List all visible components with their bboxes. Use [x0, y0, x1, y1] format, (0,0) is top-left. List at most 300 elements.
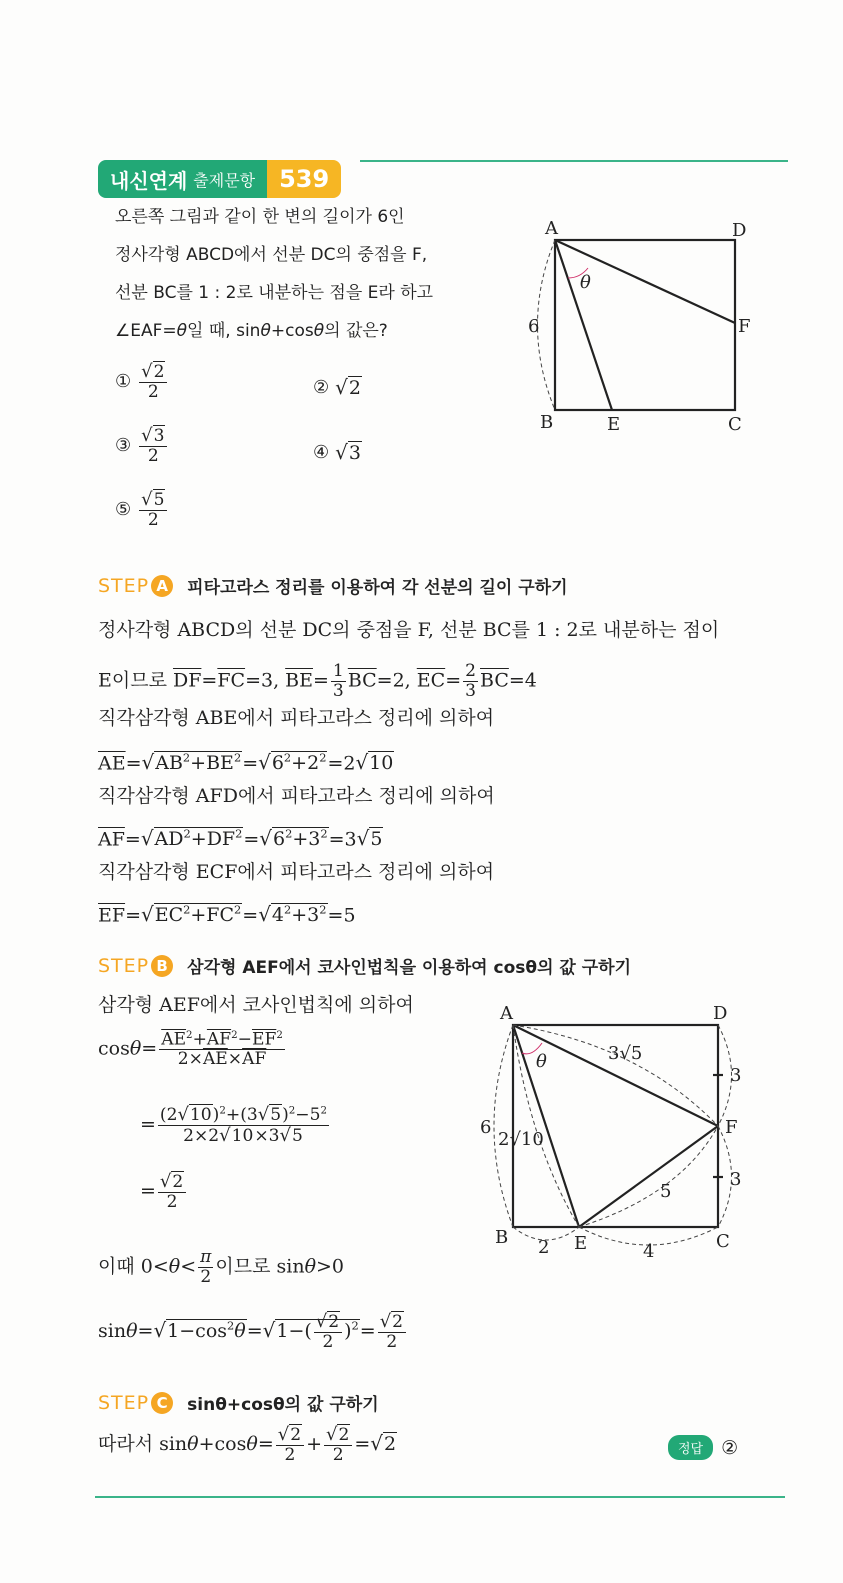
- numerator: [331, 662, 346, 682]
- square-root: [177, 1105, 212, 1125]
- step-title: 피타고라스 정리를 이용하여 각 선분의 길이 구하기: [187, 578, 568, 598]
- radicand: [327, 1311, 340, 1332]
- text-run: =2,: [376, 669, 417, 692]
- text-run: 선분 BC를 1 : 2로 내분하는 점을 E라 하고: [115, 283, 434, 303]
- problem-line: [115, 281, 433, 319]
- fraction: [139, 426, 167, 466]
- superscript: 2: [233, 751, 242, 765]
- radicand: [291, 1125, 304, 1146]
- denominator: [284, 1446, 295, 1465]
- math-variable: θ: [313, 321, 325, 341]
- text-run: cos: [98, 1037, 130, 1060]
- step-c-line-1: [98, 1425, 397, 1465]
- step-b-line-4: [140, 1172, 188, 1212]
- text-run: 6: [271, 752, 284, 775]
- radicand: [337, 1424, 350, 1445]
- radical-sign-icon: √: [315, 1311, 328, 1332]
- header-rule: [360, 160, 788, 162]
- superscript: 2: [231, 1029, 238, 1041]
- text-run: 일 때, sin: [187, 321, 261, 341]
- text-run: =: [313, 669, 329, 692]
- text-run: +: [192, 1029, 207, 1050]
- radical-sign-icon: √: [153, 1317, 167, 1342]
- overline-segment: $\overline{DF}$: [172, 669, 202, 692]
- text-run: E이므로: [98, 669, 173, 692]
- fraction: [324, 1425, 352, 1465]
- square-root: [380, 1312, 404, 1332]
- solution-line: [98, 1312, 408, 1352]
- numerator: [378, 1312, 406, 1333]
- text-run: 3: [348, 442, 361, 464]
- choice-3[interactable]: [115, 426, 169, 466]
- text-run: 정사각형 ABCD의 선분 DC의 중점을 F, 선분 BC를 1 : 2로 내분하는 점이: [98, 619, 720, 641]
- text-run: 2: [147, 381, 159, 402]
- superscript: 2: [183, 903, 191, 917]
- text-run: 2: [153, 362, 165, 382]
- radical-sign-icon: √: [141, 750, 155, 775]
- fraction: [378, 1312, 406, 1352]
- overline-segment: AD: [154, 828, 184, 851]
- square-abcd: [555, 240, 735, 410]
- text-run: 2: [147, 509, 159, 530]
- overline-segment: $\overline{EF}$: [251, 1029, 277, 1050]
- text-run: 10: [231, 1125, 254, 1146]
- text-run: +cos: [198, 1432, 247, 1455]
- superscript: 2: [319, 903, 327, 917]
- fraction: [331, 662, 346, 701]
- choice-expr: [137, 426, 169, 466]
- text-run: =: [359, 1319, 376, 1342]
- label-be: 2: [538, 1237, 550, 1258]
- text-run: 1−cos: [167, 1319, 228, 1342]
- label-b: B: [540, 412, 554, 433]
- text-run: 1: [332, 661, 344, 681]
- label-theta: θ: [536, 1051, 547, 1072]
- label-d: D: [732, 220, 747, 241]
- text-run: >0: [316, 1255, 345, 1278]
- step-b-line-3: [140, 1105, 331, 1146]
- label-ae: 2√10: [498, 1129, 544, 1150]
- label-f: F: [725, 1117, 738, 1138]
- label-f: F: [738, 316, 751, 337]
- solution-line: [98, 898, 719, 936]
- text-run: +3: [292, 828, 321, 851]
- text-run: ): [212, 1105, 220, 1125]
- text-run: =: [246, 1319, 263, 1342]
- text-run: 4: [271, 904, 285, 927]
- text-run: +(3: [225, 1105, 258, 1125]
- denominator: [148, 511, 159, 530]
- choice-number: ③: [115, 435, 132, 457]
- fraction: [314, 1312, 342, 1352]
- solution-line: [98, 1425, 397, 1465]
- solution-line: [98, 706, 719, 746]
- text-run: −5: [295, 1105, 321, 1125]
- text-run: =5: [327, 904, 356, 927]
- square-root: [278, 1425, 302, 1445]
- text-run: 정사각형 ABCD에서 선분 DC의 중점을 F,: [115, 245, 428, 265]
- overline-segment: $\overline{BE}$: [285, 669, 313, 692]
- step-b-line-6: [98, 1312, 408, 1352]
- text-run: =: [257, 1432, 274, 1455]
- superscript: 2: [235, 827, 243, 841]
- radical-sign-icon: √: [140, 826, 154, 851]
- fraction: [158, 1105, 329, 1146]
- step-b-line-2: [98, 1030, 287, 1069]
- text-run: 6: [273, 828, 286, 851]
- solution-line: [98, 1248, 344, 1287]
- text-run: ∠EAF=: [115, 321, 177, 341]
- radical-sign-icon: √: [277, 1424, 290, 1445]
- text-run: 5: [291, 1125, 303, 1146]
- numerator: [324, 1425, 352, 1446]
- square-root: [335, 377, 362, 399]
- text-run: =2: [327, 752, 356, 775]
- radical-sign-icon: √: [140, 902, 154, 927]
- square-root: [258, 904, 327, 926]
- choice-5[interactable]: [115, 490, 169, 530]
- numerator: [463, 662, 478, 682]
- radicand: [383, 1432, 397, 1455]
- text-run: (2: [159, 1105, 178, 1125]
- fraction: [463, 662, 478, 701]
- numerator: [158, 1105, 329, 1126]
- text-run: −: [237, 1029, 252, 1050]
- step-letter: A: [151, 575, 173, 597]
- superscript: 2: [283, 751, 292, 765]
- step-tag: STEP: [98, 1391, 150, 1414]
- text-run: =: [242, 752, 259, 775]
- label-ec: 4: [643, 1241, 655, 1262]
- overline-segment: $\overline{AE}$: [202, 1049, 228, 1070]
- math-variable: θ: [168, 1255, 181, 1278]
- solution-line: [98, 662, 719, 706]
- square-root: [141, 904, 242, 926]
- label-ab: 6: [480, 1117, 492, 1138]
- solution-line: [98, 822, 719, 860]
- square-root: [370, 1430, 397, 1455]
- radicand: [271, 751, 328, 774]
- radicand: [271, 903, 328, 926]
- overline-segment: $\overline{AF}$: [98, 828, 125, 851]
- label-df: 3: [730, 1065, 742, 1086]
- superscript: 2: [351, 1318, 359, 1333]
- overline-segment: $\overline{EF}$: [98, 904, 126, 927]
- text-run: +cos: [270, 321, 314, 341]
- fraction: [139, 490, 167, 530]
- footer-rule: [95, 1496, 785, 1498]
- radicand: [153, 425, 166, 446]
- step-c-heading: [98, 1390, 379, 1415]
- label-ef: 5: [660, 1181, 672, 1202]
- math-variable: θ: [234, 1319, 246, 1342]
- denominator: [386, 1333, 397, 1352]
- text-run: 2×: [177, 1049, 203, 1070]
- denominator: [148, 383, 159, 402]
- badge-sub: 출제문항: [193, 170, 256, 190]
- radicand: [348, 376, 362, 399]
- superscript: 2: [320, 827, 328, 841]
- radical-sign-icon: √: [219, 1124, 231, 1146]
- text-run: +: [190, 752, 207, 775]
- choice-number: ④: [313, 441, 330, 463]
- text-run: 3: [465, 680, 476, 701]
- text-run: 2: [386, 1331, 398, 1352]
- denominator: [323, 1333, 334, 1352]
- numerator: [139, 490, 167, 511]
- text-run: =: [242, 904, 259, 927]
- text-run: 10: [189, 1105, 212, 1125]
- segment-af: [513, 1025, 718, 1126]
- choice-expr: [335, 375, 362, 399]
- segment-ae: [555, 240, 612, 410]
- text-run: =: [137, 1319, 154, 1342]
- text-run: 직각삼각형 ECF에서 피타고라스 정리에 의하여: [98, 861, 495, 883]
- superscript: 2: [319, 751, 327, 765]
- radicand: [368, 751, 394, 774]
- text-run: =: [141, 1037, 158, 1060]
- text-run: 2: [200, 1266, 212, 1287]
- math-variable: θ: [176, 321, 188, 341]
- text-run: ×: [227, 1049, 243, 1070]
- solution-line: [98, 618, 719, 662]
- square-root: [357, 828, 384, 850]
- text-run: =: [445, 669, 462, 692]
- text-run: 이때 0<: [98, 1255, 169, 1278]
- superscript: 2: [276, 1029, 283, 1041]
- answer-label: 정답: [668, 1435, 713, 1460]
- radical-sign-icon: √: [141, 361, 153, 382]
- text-run: 삼각형 AEF에서 코사인법칙에 의하여: [98, 994, 414, 1016]
- choice-1[interactable]: [115, 362, 169, 402]
- overline-segment: $\overline{BC}$: [480, 669, 509, 692]
- square-root: [355, 752, 394, 774]
- fraction: [159, 1030, 285, 1069]
- text-run: 2: [172, 1172, 184, 1192]
- math-variable: θ: [126, 1319, 138, 1342]
- choice-number: ⑤: [115, 499, 132, 521]
- text-run: 2: [348, 377, 361, 399]
- label-e: E: [607, 414, 621, 435]
- radical-sign-icon: √: [379, 1311, 392, 1332]
- square-root: [280, 1126, 304, 1146]
- denominator: [200, 1268, 211, 1287]
- label-theta: θ: [580, 272, 591, 293]
- text-run: 오른쪽 그림과 같이 한 변의 길이가 6인: [115, 207, 405, 227]
- radical-sign-icon: √: [258, 750, 271, 775]
- superscript: 2: [227, 1318, 235, 1333]
- square-root: [141, 426, 165, 446]
- overline-segment: $\overline{FC}$: [206, 904, 235, 927]
- radical-sign-icon: √: [335, 440, 348, 464]
- text-run: +3: [291, 904, 320, 927]
- square-root: [153, 1317, 246, 1342]
- overline-segment: $\overline{DF}$: [206, 828, 236, 851]
- radical-sign-icon: √: [141, 425, 153, 446]
- text-run: 5: [270, 1105, 282, 1125]
- text-run: =3: [328, 828, 357, 851]
- math-variable: θ: [129, 1037, 142, 1060]
- square-root: [141, 362, 165, 382]
- label-e: E: [574, 1233, 588, 1254]
- text-run: 2: [322, 1331, 334, 1352]
- superscript: 2: [186, 1029, 193, 1041]
- text-run: sin: [98, 1319, 127, 1342]
- text-run: =4: [508, 669, 537, 692]
- step-letter: B: [151, 955, 173, 977]
- text-run: =: [243, 828, 260, 851]
- fraction: [276, 1425, 304, 1465]
- text-run: 2: [338, 1425, 350, 1445]
- choice-expr: [335, 440, 362, 464]
- step-tag: STEP: [98, 574, 150, 597]
- answer-value: ②: [721, 1436, 739, 1459]
- step-b-line-5: [98, 1248, 344, 1287]
- segment-ef: [579, 1126, 718, 1227]
- text-run: =3,: [245, 669, 286, 692]
- text-run: 10: [369, 752, 394, 775]
- choice-4[interactable]: [313, 440, 362, 464]
- overline-segment: $\overline{FC}$: [217, 669, 246, 692]
- text-run: <: [180, 1255, 197, 1278]
- superscript: 2: [234, 903, 242, 917]
- text-run: +: [190, 904, 207, 927]
- radicand: [289, 1424, 302, 1445]
- text-run: 따라서 sin: [98, 1432, 188, 1455]
- superscript: 2: [320, 1104, 328, 1117]
- overline-segment: AB: [155, 752, 183, 775]
- badge-main: 내신연계: [110, 168, 188, 193]
- radical-sign-icon: √: [257, 1104, 270, 1125]
- radicand: [154, 827, 244, 850]
- radicand: [153, 489, 166, 510]
- numerator: [314, 1312, 342, 1333]
- label-c: C: [716, 1231, 730, 1252]
- step-title: sinθ+cosθ의 값 구하기: [187, 1395, 379, 1415]
- label-a: A: [545, 218, 558, 239]
- math-variable: π: [200, 1247, 212, 1267]
- radical-sign-icon: √: [326, 1424, 338, 1445]
- radicand: [269, 1104, 282, 1125]
- superscript: 2: [284, 903, 292, 917]
- fraction: [198, 1248, 213, 1287]
- numerator: [198, 1248, 213, 1268]
- solution-line: [98, 860, 719, 898]
- math-variable: θ: [304, 1255, 317, 1278]
- radical-sign-icon: √: [159, 1171, 172, 1192]
- text-run: 2: [147, 445, 159, 466]
- square-root: [141, 828, 244, 850]
- step-title: 삼각형 AEF에서 코사인법칙을 이용하여 cosθ의 값 구하기: [187, 958, 632, 978]
- overline-segment: $\overline{AF}$: [206, 1029, 232, 1050]
- fraction: [139, 362, 167, 402]
- text-run: =: [125, 904, 141, 927]
- header-badge: [98, 160, 267, 198]
- radicand: [189, 1104, 213, 1125]
- square-root: [316, 1312, 340, 1332]
- text-run: +: [190, 828, 207, 851]
- denominator: [333, 1446, 344, 1465]
- text-run: 의 값은?: [324, 321, 388, 341]
- solution-line: [98, 993, 414, 1017]
- radicand: [348, 441, 362, 464]
- problem-line: [115, 243, 433, 281]
- figure-square-problem: [500, 210, 780, 440]
- math-variable: θ: [246, 1432, 258, 1455]
- square-root: [219, 1126, 254, 1146]
- radical-sign-icon: √: [356, 826, 370, 851]
- radical-sign-icon: √: [355, 750, 369, 775]
- radicand: [166, 1319, 247, 1342]
- square-root: [160, 1172, 184, 1192]
- figure-square-solution: [470, 995, 770, 1265]
- label-c: C: [728, 414, 742, 435]
- text-run: ×3: [254, 1125, 280, 1146]
- text-run: =: [125, 752, 142, 775]
- overline-segment: $\overline{AE}$: [98, 752, 126, 775]
- superscript: 2: [183, 827, 191, 841]
- text-run: 2: [392, 1312, 404, 1332]
- label-fc: 3: [730, 1169, 742, 1190]
- text-run: 이므로 sin: [215, 1255, 305, 1278]
- text-run: 2×2: [183, 1125, 220, 1146]
- text-run: 2: [332, 1444, 344, 1465]
- radicand: [275, 1311, 359, 1352]
- choice-number: ①: [115, 371, 132, 393]
- step-a-body: [98, 618, 719, 936]
- problem-number: 539: [267, 160, 341, 198]
- denominator: [183, 1126, 304, 1146]
- solution-line: [140, 1172, 188, 1212]
- problem-text: [115, 205, 433, 357]
- step-a-heading: [98, 573, 568, 598]
- radical-sign-icon: √: [262, 1317, 276, 1342]
- square-root: [141, 490, 165, 510]
- radicand: [154, 903, 243, 926]
- choice-number: ②: [313, 376, 330, 398]
- overline-segment: $\overline{AE}$: [161, 1029, 187, 1050]
- text-run: 2: [383, 1432, 397, 1455]
- square-root: [258, 1105, 282, 1125]
- step-b-heading: [98, 953, 631, 978]
- text-run: +2: [291, 752, 320, 775]
- overline-segment: $\overline{BE}$: [206, 752, 234, 775]
- radical-sign-icon: √: [177, 1104, 189, 1125]
- step-letter: C: [151, 1392, 173, 1414]
- choice-expr: [137, 362, 169, 402]
- text-run: ): [344, 1319, 352, 1342]
- choice-2[interactable]: [313, 375, 362, 399]
- superscript: 2: [219, 1104, 226, 1117]
- radical-sign-icon: √: [335, 375, 348, 399]
- numerator: [139, 426, 167, 447]
- problem-header: [98, 160, 341, 198]
- overline-segment: $\overline{AF}$: [242, 1049, 267, 1070]
- problem-line: [115, 319, 433, 357]
- choice-expr: [137, 490, 169, 530]
- square-root: [259, 828, 328, 850]
- solution-line: [98, 746, 719, 784]
- radicand: [369, 827, 383, 850]
- text-run: 2: [284, 1444, 296, 1465]
- label-side: 6: [528, 316, 540, 337]
- text-run: 2: [328, 1312, 340, 1332]
- overline-segment: EC: [154, 904, 184, 927]
- radicand: [231, 1125, 255, 1146]
- numerator: [159, 1030, 285, 1050]
- text-run: 3: [332, 680, 344, 701]
- text-run: =: [354, 1432, 371, 1455]
